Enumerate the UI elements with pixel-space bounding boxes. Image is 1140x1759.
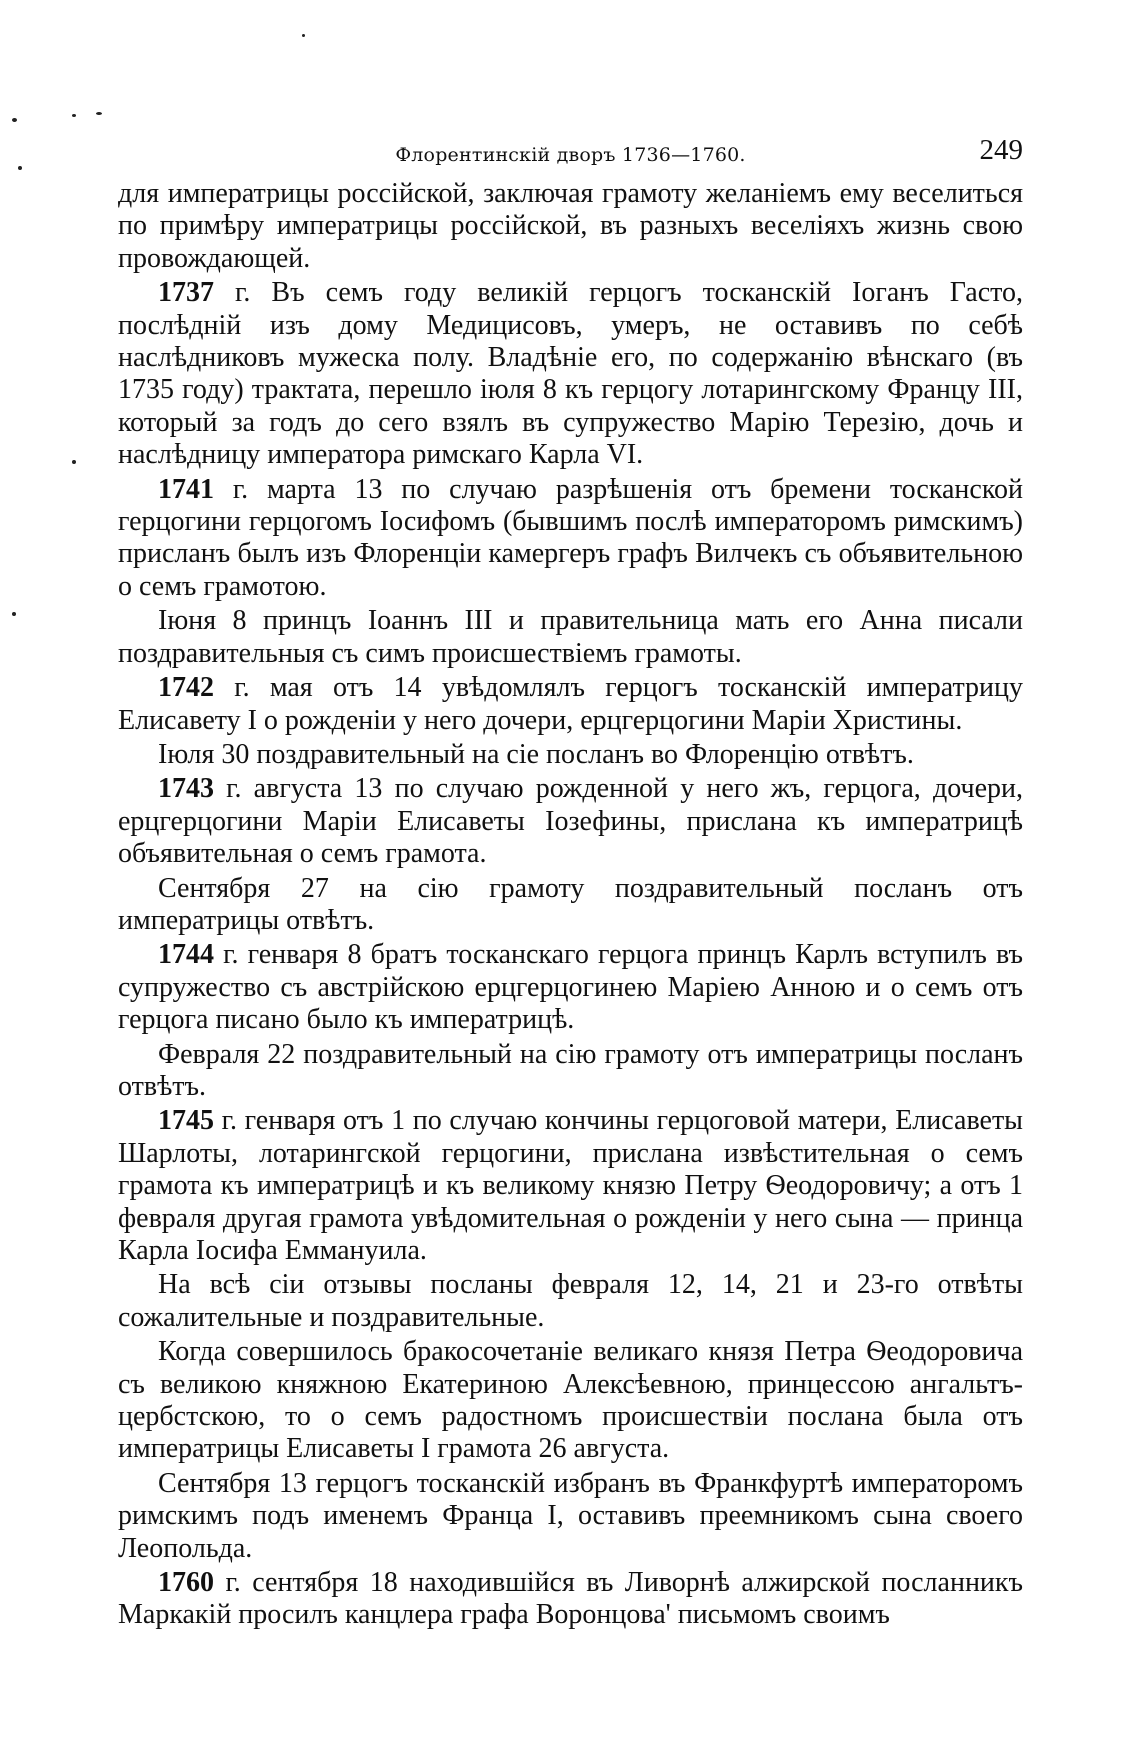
paragraph-text: для императрицы россійской, заключая грамоту желаніемъ ему веселиться по примѣру императрицы россійской, въ разныхъ веселіяхъ жизнь свою провождающей.	[118, 178, 1023, 274]
paragraph-text: г. августа 13 по случаю рожденной у него жъ, герцога, дочери, ерцгерцогини Маріи Елисаветы Іозефины, прислана къ императрицѣ объявительная о семъ грамота.	[118, 773, 1023, 870]
print-speck	[72, 460, 76, 464]
paragraph-text: Іюля 30 поздравительный на сіе посланъ во Флоренцію отвѣтъ.	[158, 738, 914, 770]
paragraph-year: 1737	[158, 277, 214, 309]
paragraph-text: Когда совершилось бракосочетаніе великаго князя Петра Ѳеодоровича съ великою княжною Екатериною Алексѣевною, принцессою ангальтъ-цербстскою, то о семъ радостномъ происшествіи послана была отъ императрицы Елисаветы I грамота 26 августа.	[118, 1336, 1023, 1465]
running-header	[118, 134, 1023, 174]
print-speck	[72, 114, 76, 117]
paragraph	[118, 1336, 1023, 1466]
paragraph	[118, 773, 1023, 870]
print-speck	[18, 166, 22, 170]
print-speck	[96, 112, 102, 115]
paragraph-text: г. генваря отъ 1 по случаю кончины герцоговой матери, Елисаветы Шарлоты, лотарингской герцогини, прислана извѣстительная о семъ грамота къ императрицѣ и къ великому князю Петру Ѳеодоровичу; а отъ 1 февраля другая грамота увѣдомительная о рожденіи у него сына — принца Карла Іосифа Еммануила.	[118, 1105, 1023, 1266]
print-speck	[302, 34, 305, 37]
paragraph-text: г. марта 13 по случаю разрѣшенія отъ бремени тосканской герцогини герцогомъ Іосифомъ (бывшимъ послѣ императоромъ римскимъ) присланъ былъ изъ Флоренціи камергеръ графъ Вилчекъ съ объявительною о семъ грамотою.	[118, 473, 1023, 602]
paragraph-text: Сентября 13 герцогъ тосканскій избранъ въ Франкфуртѣ императоромъ римскимъ подъ именемъ Франца I, оставивъ преемникомъ сына своего Леопольда.	[118, 1467, 1023, 1564]
paragraph	[118, 1039, 1023, 1104]
paragraph	[118, 178, 1023, 275]
paragraph	[118, 672, 1023, 737]
paragraph-text: г. генваря 8 братъ тосканскаго герцога принцъ Карлъ вступилъ въ супружество съ австрійскою ерцгерцогинею Маріею Анною и о семъ отъ герцога писано было къ императрицѣ.	[118, 939, 1023, 1036]
paragraph-year: 1744	[158, 939, 214, 971]
paragraph-year: 1742	[158, 672, 214, 704]
paragraph	[118, 605, 1023, 670]
paragraph-year: 1760	[158, 1567, 214, 1599]
paragraph-year: 1741	[158, 473, 214, 505]
paragraph	[118, 739, 1023, 771]
body-text	[118, 178, 1023, 1634]
paragraph	[118, 1468, 1023, 1565]
paragraph	[118, 1269, 1023, 1334]
paragraph-year: 1745	[158, 1105, 214, 1137]
paragraph	[118, 1105, 1023, 1267]
paragraph-text: г. сентября 18 находившійся въ Ливорнѣ алжирской посланникъ Маркакій просилъ канцлера графа Воронцова' письмомъ своимъ	[118, 1567, 1023, 1631]
paragraph-text: На всѣ сіи отзывы посланы февраля 12, 14, 21 и 23-го отвѣты сожалительные и поздравительные.	[118, 1269, 1023, 1333]
paragraph-text: Февраля 22 поздравительный на сію грамоту отъ императрицы посланъ отвѣтъ.	[118, 1038, 1023, 1102]
paragraph	[118, 277, 1023, 471]
paragraph	[118, 474, 1023, 604]
paragraph-year: 1743	[158, 773, 214, 805]
paragraph-text: г. Въ семъ году великій герцогъ тосканскій Іоганъ Гасто, послѣдній изъ дому Медицисовъ, умеръ, не оставивъ по себѣ наслѣдниковъ мужеска полу. Владѣніе его, по содержанію вѣнскаго (въ 1735 году) трактата, перешло іюля 8 къ герцогу лотарингскому Францу III, который за годъ до сего взялъ въ супружество Марію Терезію, дочь и наслѣдницу императора римскаго Карла VI.	[118, 277, 1023, 471]
header-title: Флорентинскій дворъ 1736—1760.	[395, 144, 746, 166]
paragraph-text: г. мая отъ 14 увѣдомлялъ герцогъ тосканскій императрицу Елисавету I о рожденіи у него дочери, ерцгерцогини Маріи Христины.	[118, 672, 1023, 736]
paragraph-text: Сентября 27 на сію грамоту поздравительный посланъ отъ императрицы отвѣтъ.	[118, 872, 1023, 936]
print-speck	[12, 612, 16, 616]
paragraph-text: Іюня 8 принцъ Іоаннъ III и правительница мать его Анна писали поздравительныя съ симъ происшествіемъ грамоты.	[118, 605, 1023, 669]
page-number: 249	[979, 134, 1023, 166]
paragraph	[118, 939, 1023, 1036]
print-speck	[12, 118, 17, 122]
paragraph	[118, 1567, 1023, 1632]
paragraph	[118, 873, 1023, 938]
